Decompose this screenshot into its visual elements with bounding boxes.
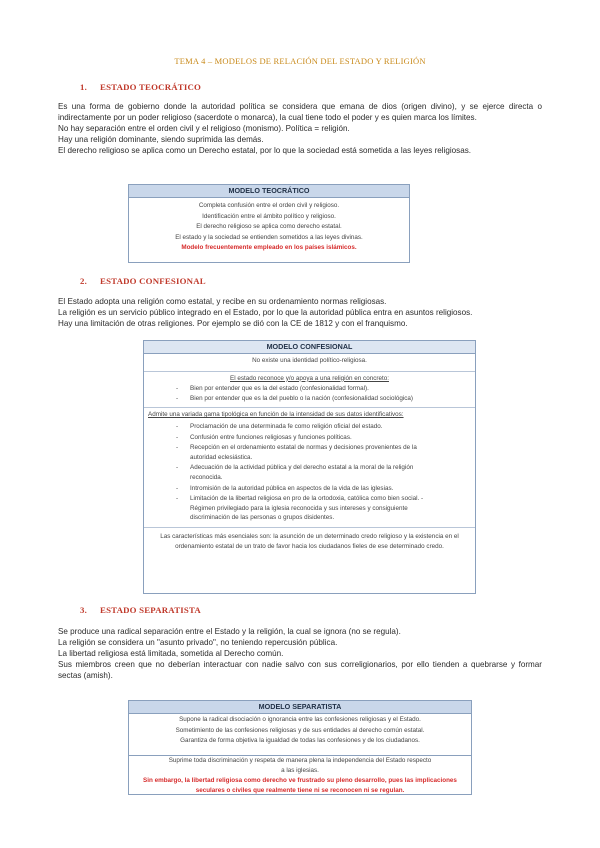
- box-header: MODELO CONFESIONAL: [144, 341, 475, 354]
- paragraph: Se produce una radical separación entre el Estado y la religión, la cual se ignora (no se regula).: [58, 627, 401, 636]
- box-footer: Las características más esenciales son: la asunción de un determinado credo religioso y la existencia en el ordenamiento estatal de un trato de favor hacia los ciudadanos fieles de ese determinado credo.: [160, 532, 459, 551]
- modelo-teocratico-box: [128, 184, 410, 263]
- list-item: - Recepción en el ordenamiento estatal de normas y decisiones provenientes de la autoridad eclesiástica.: [176, 444, 417, 461]
- paragraph: El derecho religioso se aplica como un Derecho estatal, por lo que la sociedad está sometida a las leyes religiosas.: [58, 146, 472, 155]
- paragraph: La religión es un servicio público integrado en el Estado, por lo que la autoridad pública entra en asuntos religiosos.: [58, 308, 473, 317]
- box-line: a las iglesias.: [281, 767, 319, 774]
- paragraph: Sus miembros creen que no deberían interactuar con nadie salvo con sus correligionarios, por ello tienden a quebrarse y formar sectas (amish).: [58, 660, 542, 680]
- section-number: 3.: [80, 605, 87, 615]
- section-title: ESTADO SEPARATISTA: [100, 605, 201, 615]
- box-line: Identificación entre el ámbito político y religioso.: [202, 212, 336, 220]
- box-subheading: El estado reconoce y/o apoya a una religión en concreto:: [230, 374, 389, 382]
- list-item: - Bien por entender que es la del pueblo o la nación (confesionalidad sociológica): [176, 394, 413, 402]
- separatista-sub-box: [128, 755, 472, 795]
- box-header: MODELO SEPARATISTA: [129, 701, 471, 714]
- box-line: Suprime toda discriminación y respeta de manera plena la independencia del Estado respecto: [168, 757, 432, 764]
- list-item: - Bien por entender que es la del estado (confesionalidad formal).: [176, 385, 369, 393]
- list-item: - Proclamación de una determinada fe como religión oficial del estado.: [176, 422, 383, 430]
- section-title: ESTADO CONFESIONAL: [100, 276, 206, 286]
- modelo-separatista-box: [128, 700, 472, 794]
- list-item: - Adecuación de la actividad pública y del derecho estatal a la moral de la religión reconocida.: [176, 464, 414, 481]
- paragraph: Hay una limitación de otras religiones. Por ejemplo se dió con la CE de 1812 y con el franquismo.: [58, 319, 408, 328]
- box-highlight: Sin embargo, la libertad religiosa como derecho ve frustrado su pleno desarrollo, pues las implicaciones seculares o civiles que realmente tiene ni se reconocen ni se regulan.: [143, 777, 457, 794]
- box-line: Garantiza de forma objetiva la igualdad de todas las confesiones y de los ciudadanos.: [180, 737, 420, 745]
- list-item: - Intromisión de la autoridad pública en aspectos de la vida de las iglesias.: [176, 484, 394, 492]
- box-header: MODELO TEOCRÁTICO: [129, 185, 409, 198]
- box-line: El derecho religioso se aplica como derecho estatal.: [196, 223, 342, 231]
- modelo-confesional-box: [143, 340, 476, 594]
- box-intro: No existe una identidad político-religiosa.: [252, 357, 367, 364]
- section-heading-teocratico: [80, 82, 201, 92]
- section-title: ESTADO TEOCRÁTICO: [100, 82, 202, 92]
- page-title: TEMA 4 – MODELOS DE RELACIÓN DEL ESTADO Y RELIGIÓN: [174, 56, 426, 66]
- section-body-separatista: [58, 626, 542, 681]
- section-number: 1.: [80, 82, 87, 92]
- section-body-teocratico: [58, 101, 542, 156]
- section-heading-separatista: [80, 605, 201, 615]
- box-line: El estado y la sociedad se entienden sometidos a las leyes divinas.: [175, 233, 363, 241]
- paragraph: Es una forma de gobierno donde la autoridad política se considera que emana de dios (origen divino), y se ejerce directa o indirectamente por un poder religioso (sacerdote o monarca), la cual tiene todo el poder y es quien marca los límites.: [58, 102, 542, 122]
- section-number: 2.: [80, 276, 87, 286]
- box-line: Completa confusión entre el orden civil y religioso.: [198, 202, 340, 209]
- list-item: - Confusión entre funciones religiosas y funciones políticas.: [176, 433, 352, 441]
- paragraph: Hay una religión dominante, siendo suprimida las demás.: [58, 135, 264, 144]
- section-body-confesional: [58, 296, 542, 329]
- box-line: Supone la radical disociación o ignorancia entre las confesiones religiosas y el Estado.: [179, 716, 421, 723]
- box-highlight: Modelo frecuentemente empleado en los países islámicos.: [181, 244, 357, 252]
- list-item: - Limitación de la libertad religiosa en pro de la ortodoxia, católica como bien social. - Régimen privilegiado para la iglesia reconocida y sus intereses y consiguiente discriminación de las personas o grupos disidentes.: [176, 495, 424, 522]
- paragraph: El Estado adopta una religión como estatal, y recibe en su ordenamiento normas religiosas.: [58, 297, 387, 306]
- paragraph: La religión se considera un "asunto privado", no teniendo repercusión pública.: [58, 638, 338, 647]
- box-line: Sometimiento de las confesiones religiosas y de sus entidades al derecho común estatal.: [175, 726, 425, 734]
- section-heading-confesional: [80, 276, 206, 286]
- box-subheading: Admite una variada gama tipológica en función de la intensidad de sus datos identificativos:: [148, 411, 404, 419]
- paragraph: No hay separación entre el orden civil y el religioso (monismo). Política = religión.: [58, 124, 350, 133]
- paragraph: La libertad religiosa está limitada, sometida al Derecho común.: [58, 649, 284, 658]
